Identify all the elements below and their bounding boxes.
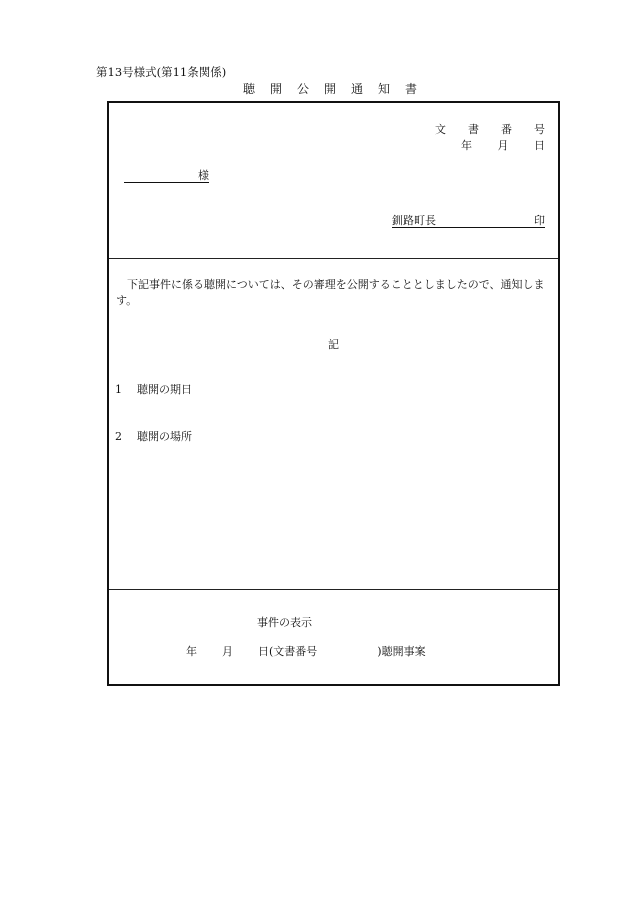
form-number: 第13号様式(第11条関係)	[96, 65, 227, 79]
item-number: 2	[115, 430, 122, 443]
case-docno-open: (文書番号	[269, 645, 318, 658]
ki-heading: 記	[328, 338, 339, 351]
item-hearing-place	[115, 431, 192, 442]
date-label: 年 月 日	[461, 139, 545, 152]
addressee-suffix: 様	[198, 169, 209, 182]
issuer-line	[392, 215, 545, 228]
divider-bottom	[109, 589, 558, 590]
divider-top	[109, 258, 558, 259]
form-frame	[107, 101, 567, 686]
case-day: 日	[258, 645, 269, 658]
case-name: 聴開事案	[381, 645, 426, 658]
item-hearing-date	[115, 384, 192, 395]
addressee-line	[124, 170, 209, 183]
case-display-title: 事件の表示	[257, 616, 312, 629]
case-year: 年	[186, 645, 197, 658]
item-number: 1	[115, 383, 122, 396]
case-month: 月	[222, 645, 233, 658]
case-display-line	[186, 646, 426, 657]
case-docno-close: )	[377, 645, 382, 658]
document-title: 聴開公開通知書	[243, 82, 433, 96]
notice-body-text: 下記事件に係る聴開については、その審理を公開することとしましたので、通知します。	[116, 278, 545, 307]
issuer-name: 釧路町長	[392, 214, 436, 227]
item-label: 聴開の場所	[137, 430, 192, 443]
seal-mark: 印	[534, 214, 545, 227]
document-number-label: 文書番号	[435, 123, 567, 136]
item-label: 聴開の期日	[137, 383, 192, 396]
